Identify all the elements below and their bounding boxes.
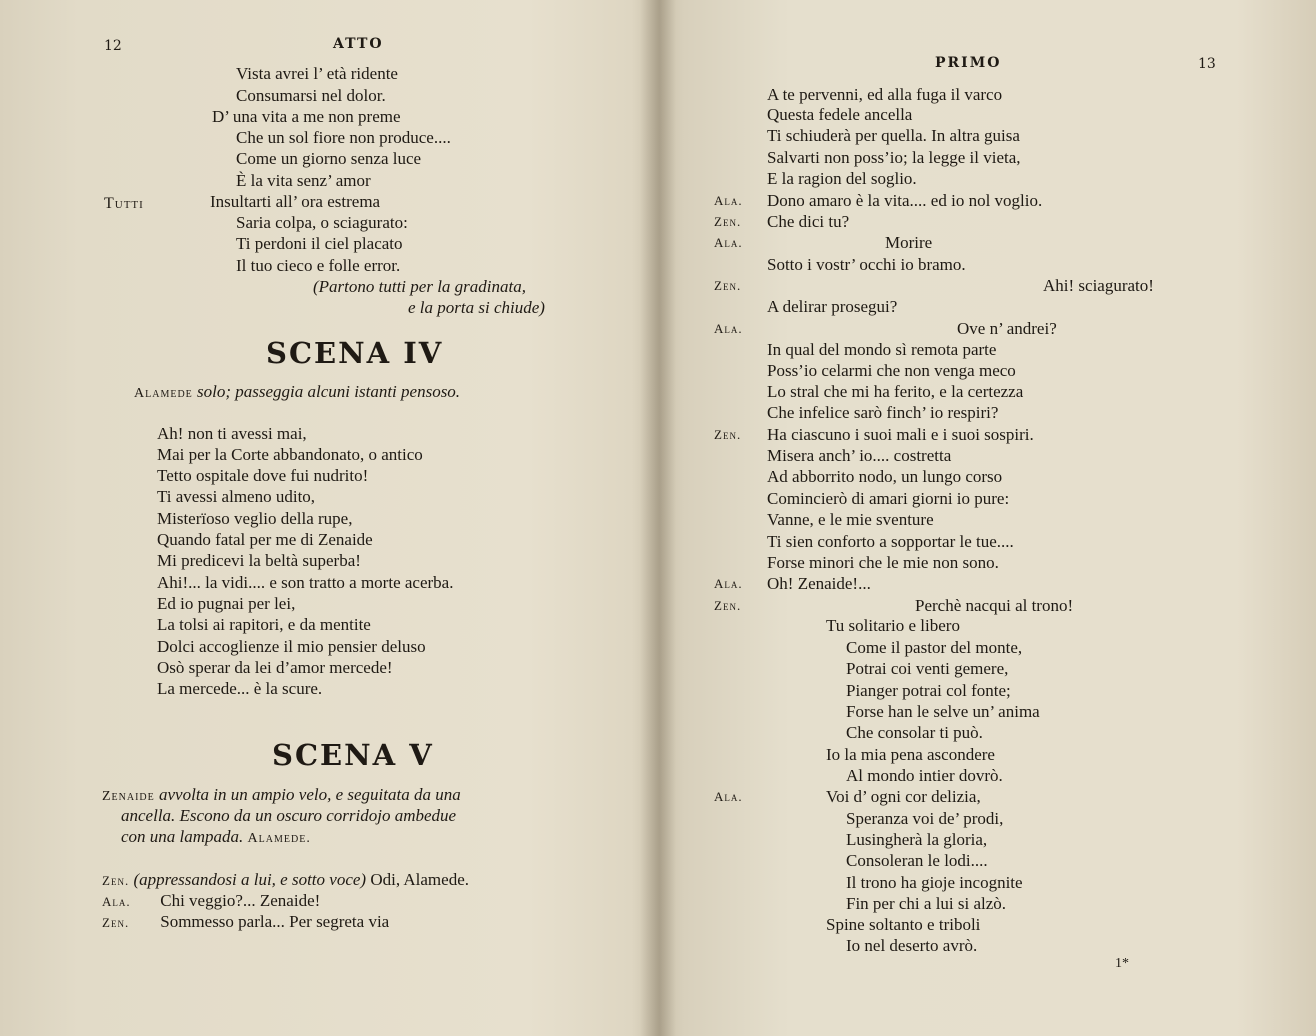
verse-line: Ti schiuderà per quella. In altra guisa (767, 126, 1020, 145)
verse-line: Saria colpa, o sciagurato: (236, 213, 408, 232)
stage-direction: (appressandosi a lui, e sotto voce) (133, 870, 367, 889)
verse-line: Ed io pugnai per lei, (157, 594, 296, 613)
verse-line: Misera anch’ io.... costretta (767, 446, 952, 465)
page-number: 12 (104, 38, 122, 54)
verse-line: Lusingherà la gloria, (846, 830, 988, 849)
verse-line: Consumarsi nel dolor. (236, 86, 386, 105)
scene-title: SCENA IV (266, 336, 444, 370)
dialogue-line (102, 869, 469, 891)
character-name: Zenaide (102, 789, 155, 804)
character-name: Alamede. (247, 831, 311, 846)
verse-line: Vista avrei l’ età ridente (236, 64, 398, 83)
speaker-label: Zen. (102, 915, 130, 930)
dialogue-text: Chi veggio?... Zenaide! (160, 891, 321, 910)
verse-line: Io nel deserto avrò. (846, 936, 978, 955)
stage-direction: (Partono tutti per la gradinata, (313, 277, 526, 296)
verse-line: Ove n’ andrei? (957, 319, 1057, 338)
verse-line: Perchè nacqui al trono! (915, 596, 1074, 615)
verse-line: Oh! Zenaide!... (767, 574, 871, 593)
verse-line: Vanne, e le mie sventure (767, 510, 934, 529)
verse-line: E la ragion del soglio. (767, 169, 917, 188)
speaker-label: Ala. (714, 576, 743, 591)
right-page (660, 0, 1316, 1036)
verse-line: Ha ciascuno i suoi mali e i suoi sospiri. (767, 425, 1034, 444)
verse-line: Come il pastor del monte, (846, 638, 1023, 657)
speaker-label: Zen. (714, 214, 742, 229)
verse-line: È la vita senz’ amor (236, 171, 371, 190)
dialogue-text: Odi, Alamede. (370, 870, 469, 889)
dialogue-line (102, 911, 389, 933)
stage-direction: ancella. Escono da un oscuro corridojo ambedue (121, 806, 457, 825)
verse-line: Potrai coi venti gemere, (846, 659, 1009, 678)
scene-title: SCENA V (272, 738, 434, 772)
stage-direction: solo; passeggia alcuni istanti pensoso. (197, 382, 461, 401)
verse-line: Ahi! sciagurato! (1043, 276, 1154, 295)
speaker-label: Zen. (102, 873, 130, 888)
verse-line: Mi predicevi la beltà superba! (157, 551, 361, 570)
verse-line: Dolci accoglienze il mio pensier deluso (157, 637, 426, 656)
verse-line: Io la mia pena ascondere (826, 745, 995, 764)
verse-line: Tetto ospitale dove fui nudrito! (157, 466, 369, 485)
verse-line: Ahi!... la vidi.... e son tratto a morte acerba. (157, 573, 454, 592)
verse-line: Ad abborrito nodo, un lungo corso (767, 467, 1003, 486)
verse-line: La mercede... è la scure. (157, 679, 323, 698)
stage-direction: avvolta in un ampio velo, e seguitata da una (159, 785, 461, 804)
speaker-label: Ala. (102, 894, 131, 909)
verse-line: Il tuo cieco e folle error. (236, 256, 401, 275)
verse-line: Osò sperar da lei d’amor mercede! (157, 658, 393, 677)
verse-line: Voi d’ ogni cor delizia, (826, 787, 981, 806)
verse-line: Che dici tu? (767, 212, 850, 231)
character-name: Alamede (134, 386, 193, 401)
verse-line: Morire (885, 233, 933, 252)
verse-line: Che un sol fiore non produce.... (236, 128, 451, 147)
verse-line: Comincierò di amari giorni io pure: (767, 489, 1010, 508)
verse-line: Ti perdoni il ciel placato (236, 234, 403, 253)
signature-mark: 1* (1115, 956, 1129, 971)
verse-line: Quando fatal per me di Zenaide (157, 530, 373, 549)
stage-direction-line (121, 826, 311, 849)
verse-line: A delirar prosegui? (767, 297, 898, 316)
verse-line: Ti avessi almeno udito, (157, 487, 316, 506)
scene-heading (102, 784, 461, 807)
speaker-label: Ala. (714, 789, 743, 804)
page-number: 13 (1198, 56, 1216, 72)
verse-line: Consoleran le lodi.... (846, 851, 988, 870)
verse-line: Misterïoso veglio della rupe, (157, 509, 353, 528)
verse-line: Questa fedele ancella (767, 105, 913, 124)
speaker-label: Zen. (714, 598, 742, 613)
verse-line: Tu solitario e libero (826, 616, 960, 635)
speaker-label: Tutti (104, 195, 144, 212)
speaker-label: Ala. (714, 193, 743, 208)
stage-direction: con una lampada. (121, 827, 244, 846)
stage-direction: e la porta si chiude) (408, 298, 545, 317)
verse-line: Salvarti non poss’io; la legge il vieta, (767, 148, 1021, 167)
verse-line: Ti sien conforto a sopportar le tue.... (767, 532, 1014, 551)
running-head: ATTO (333, 36, 384, 52)
verse-line: Il trono ha gioje incognite (846, 873, 1023, 892)
speaker-label: Zen. (714, 278, 742, 293)
speaker-label: Zen. (714, 427, 742, 442)
speaker-label: Ala. (714, 235, 743, 250)
verse-line: Forse minori che le mie non sono. (767, 553, 999, 572)
verse-line: Insultarti all’ ora estrema (210, 192, 381, 211)
left-page (0, 0, 656, 1036)
running-head: PRIMO (935, 55, 1002, 71)
verse-line: Spine soltanto e triboli (826, 915, 981, 934)
verse-line: Che consolar ti può. (846, 723, 983, 742)
scene-heading (134, 381, 460, 404)
verse-line: Forse han le selve un’ anima (846, 702, 1040, 721)
speaker-label: Ala. (714, 321, 743, 336)
verse-line: Fin per chi a lui si alzò. (846, 894, 1007, 913)
verse-line: Lo stral che mi ha ferito, e la certezza (767, 382, 1024, 401)
verse-line: Dono amaro è la vita.... ed io nol voglio. (767, 191, 1043, 210)
verse-line: D’ una vita a me non preme (212, 107, 401, 126)
verse-line: Ah! non ti avessi mai, (157, 424, 307, 443)
verse-line: Mai per la Corte abbandonato, o antico (157, 445, 423, 464)
verse-line: La tolsi ai rapitori, e da mentite (157, 615, 371, 634)
dialogue-line (102, 890, 320, 912)
verse-line: Speranza voi de’ prodi, (846, 809, 1004, 828)
verse-line: Sotto i vostr’ occhi io bramo. (767, 255, 966, 274)
verse-line: Che infelice sarò finch’ io respiri? (767, 403, 999, 422)
dialogue-text: Sommesso parla... Per segreta via (160, 912, 390, 931)
verse-line: Al mondo intier dovrò. (846, 766, 1003, 785)
verse-line: Come un giorno senza luce (236, 149, 422, 168)
verse-line: Pianger potrai col fonte; (846, 681, 1011, 700)
verse-line: In qual del mondo sì remota parte (767, 340, 997, 359)
verse-line: A te pervenni, ed alla fuga il varco (767, 85, 1003, 104)
verse-line: Poss’io celarmi che non venga meco (767, 361, 1016, 380)
